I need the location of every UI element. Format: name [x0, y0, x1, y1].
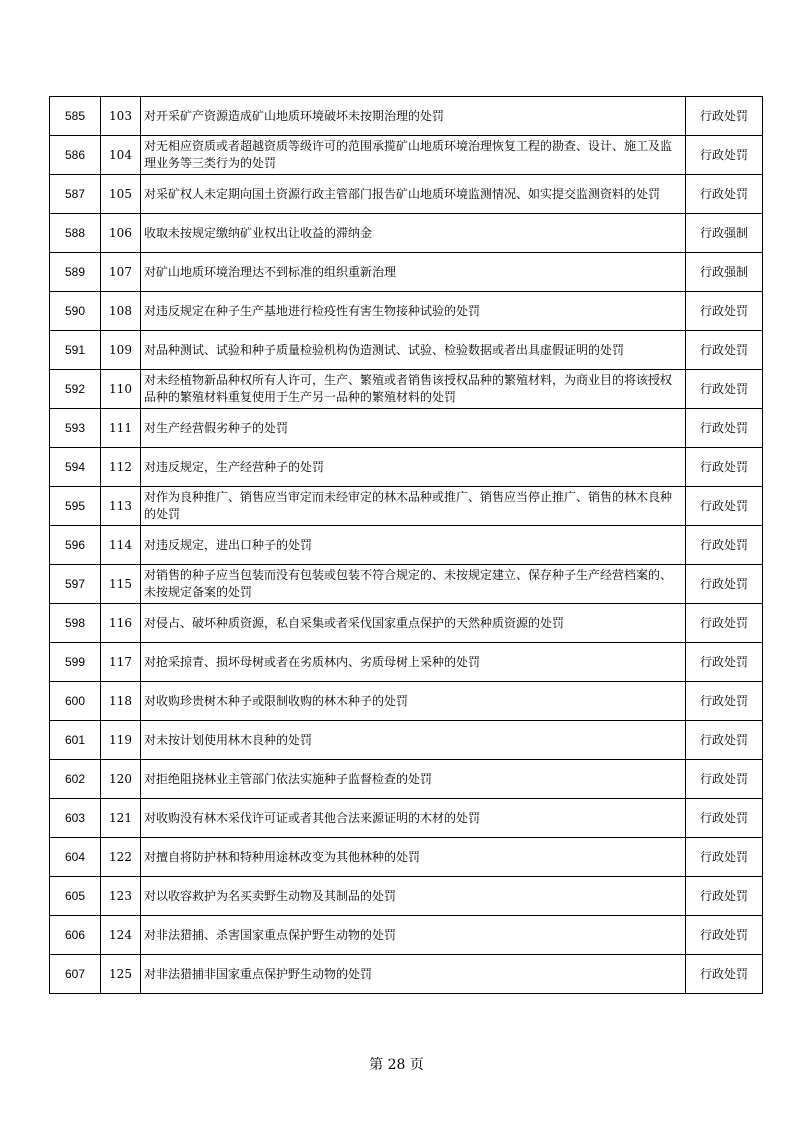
row-category: 行政处罚	[686, 487, 763, 526]
page-number: 第 28 页	[369, 1057, 424, 1073]
row-item-number: 114	[101, 526, 141, 565]
table-row	[50, 175, 763, 214]
table-row	[50, 97, 763, 136]
row-item-number: 122	[101, 838, 141, 877]
row-item-number: 109	[101, 331, 141, 370]
table-row	[50, 136, 763, 175]
row-category: 行政处罚	[686, 799, 763, 838]
row-category: 行政处罚	[686, 955, 763, 994]
row-seq-number: 603	[50, 799, 101, 838]
row-item-number: 121	[101, 799, 141, 838]
row-seq-number: 590	[50, 292, 101, 331]
row-description: 对作为良种推广、销售应当审定而未经审定的林木品种或推广、销售应当停止推广、销售的林木良种的处罚	[141, 487, 686, 526]
row-item-number: 124	[101, 916, 141, 955]
row-description: 对拒绝阻挠林业主管部门依法实施种子监督检查的处罚	[141, 760, 686, 799]
row-category: 行政处罚	[686, 604, 763, 643]
row-description: 对未按计划使用林木良种的处罚	[141, 721, 686, 760]
row-description: 对抢采掠青、损坏母树或者在劣质林内、劣质母树上采种的处罚	[141, 643, 686, 682]
row-item-number: 103	[101, 97, 141, 136]
row-seq-number: 594	[50, 448, 101, 487]
row-category: 行政强制	[686, 214, 763, 253]
row-seq-number: 597	[50, 565, 101, 604]
row-category: 行政强制	[686, 253, 763, 292]
table-row	[50, 409, 763, 448]
row-item-number: 120	[101, 760, 141, 799]
row-seq-number: 601	[50, 721, 101, 760]
row-description: 对收购没有林木采伐许可证或者其他合法来源证明的木材的处罚	[141, 799, 686, 838]
row-description: 对销售的种子应当包装而没有包装或包装不符合规定的、未按规定建立、保存种子生产经营档案的、未按规定备案的处罚	[141, 565, 686, 604]
row-item-number: 106	[101, 214, 141, 253]
row-seq-number: 585	[50, 97, 101, 136]
table-body	[50, 97, 763, 994]
row-description: 收取未按规定缴纳矿业权出让收益的滞纳金	[141, 214, 686, 253]
table-row	[50, 565, 763, 604]
row-item-number: 105	[101, 175, 141, 214]
row-description: 对非法猎捕、杀害国家重点保护野生动物的处罚	[141, 916, 686, 955]
row-seq-number: 592	[50, 370, 101, 409]
row-seq-number: 606	[50, 916, 101, 955]
row-category: 行政处罚	[686, 721, 763, 760]
table-row	[50, 760, 763, 799]
row-item-number: 110	[101, 370, 141, 409]
row-item-number: 107	[101, 253, 141, 292]
power-list-table	[49, 96, 763, 994]
row-item-number: 108	[101, 292, 141, 331]
row-category: 行政处罚	[686, 877, 763, 916]
table-row	[50, 253, 763, 292]
row-description: 对采矿权人未定期向国土资源行政主管部门报告矿山地质环境监测情况、如实提交监测资料的处罚	[141, 175, 686, 214]
row-seq-number: 595	[50, 487, 101, 526]
row-category: 行政处罚	[686, 136, 763, 175]
table-row	[50, 487, 763, 526]
row-seq-number: 586	[50, 136, 101, 175]
row-category: 行政处罚	[686, 292, 763, 331]
row-category: 行政处罚	[686, 643, 763, 682]
row-seq-number: 588	[50, 214, 101, 253]
table-row	[50, 838, 763, 877]
row-item-number: 112	[101, 448, 141, 487]
row-description: 对违反规定在种子生产基地进行检疫性有害生物接种试验的处罚	[141, 292, 686, 331]
row-category: 行政处罚	[686, 916, 763, 955]
row-item-number: 117	[101, 643, 141, 682]
table-row	[50, 643, 763, 682]
row-seq-number: 600	[50, 682, 101, 721]
row-category: 行政处罚	[686, 838, 763, 877]
row-item-number: 111	[101, 409, 141, 448]
row-category: 行政处罚	[686, 526, 763, 565]
row-description: 对以收容救护为名买卖野生动物及其制品的处罚	[141, 877, 686, 916]
row-category: 行政处罚	[686, 370, 763, 409]
row-description: 对收购珍贵树木种子或限制收购的林木种子的处罚	[141, 682, 686, 721]
row-item-number: 116	[101, 604, 141, 643]
row-description: 对侵占、破坏种质资源，私自采集或者采伐国家重点保护的天然种质资源的处罚	[141, 604, 686, 643]
table-row	[50, 331, 763, 370]
row-description: 对开采矿产资源造成矿山地质环境破坏未按期治理的处罚	[141, 97, 686, 136]
row-item-number: 104	[101, 136, 141, 175]
table-row	[50, 721, 763, 760]
table-row	[50, 448, 763, 487]
row-category: 行政处罚	[686, 448, 763, 487]
row-category: 行政处罚	[686, 682, 763, 721]
row-category: 行政处罚	[686, 760, 763, 799]
row-description: 对违反规定，进出口种子的处罚	[141, 526, 686, 565]
table-row	[50, 214, 763, 253]
row-description: 对生产经营假劣种子的处罚	[141, 409, 686, 448]
table-row	[50, 916, 763, 955]
row-item-number: 115	[101, 565, 141, 604]
row-seq-number: 596	[50, 526, 101, 565]
table-row	[50, 370, 763, 409]
row-item-number: 123	[101, 877, 141, 916]
row-description: 对矿山地质环境治理达不到标准的组织重新治理	[141, 253, 686, 292]
table-row	[50, 526, 763, 565]
table-row	[50, 799, 763, 838]
row-seq-number: 604	[50, 838, 101, 877]
row-description: 对品种测试、试验和种子质量检验机构伪造测试、试验、检验数据或者出具虚假证明的处罚	[141, 331, 686, 370]
table-row	[50, 604, 763, 643]
row-seq-number: 591	[50, 331, 101, 370]
row-category: 行政处罚	[686, 175, 763, 214]
row-seq-number: 599	[50, 643, 101, 682]
row-item-number: 118	[101, 682, 141, 721]
row-item-number: 125	[101, 955, 141, 994]
row-item-number: 113	[101, 487, 141, 526]
row-item-number: 119	[101, 721, 141, 760]
row-category: 行政处罚	[686, 409, 763, 448]
row-description: 对擅自将防护林和特种用途林改变为其他林种的处罚	[141, 838, 686, 877]
row-seq-number: 587	[50, 175, 101, 214]
row-seq-number: 598	[50, 604, 101, 643]
row-seq-number: 602	[50, 760, 101, 799]
row-description: 对非法猎捕非国家重点保护野生动物的处罚	[141, 955, 686, 994]
table-row	[50, 955, 763, 994]
row-description: 对违反规定，生产经营种子的处罚	[141, 448, 686, 487]
row-seq-number: 607	[50, 955, 101, 994]
row-category: 行政处罚	[686, 565, 763, 604]
row-description: 对无相应资质或者超越资质等级许可的范围承揽矿山地质环境治理恢复工程的勘查、设计、施工及监理业务等三类行为的处罚	[141, 136, 686, 175]
table-row	[50, 877, 763, 916]
row-seq-number: 589	[50, 253, 101, 292]
row-category: 行政处罚	[686, 331, 763, 370]
table-row	[50, 682, 763, 721]
row-category: 行政处罚	[686, 97, 763, 136]
row-seq-number: 593	[50, 409, 101, 448]
row-description: 对未经植物新品种权所有人许可，生产、繁殖或者销售该授权品种的繁殖材料，为商业目的将该授权品种的繁殖材料重复使用于生产另一品种的繁殖材料的处罚	[141, 370, 686, 409]
table-row	[50, 292, 763, 331]
row-seq-number: 605	[50, 877, 101, 916]
